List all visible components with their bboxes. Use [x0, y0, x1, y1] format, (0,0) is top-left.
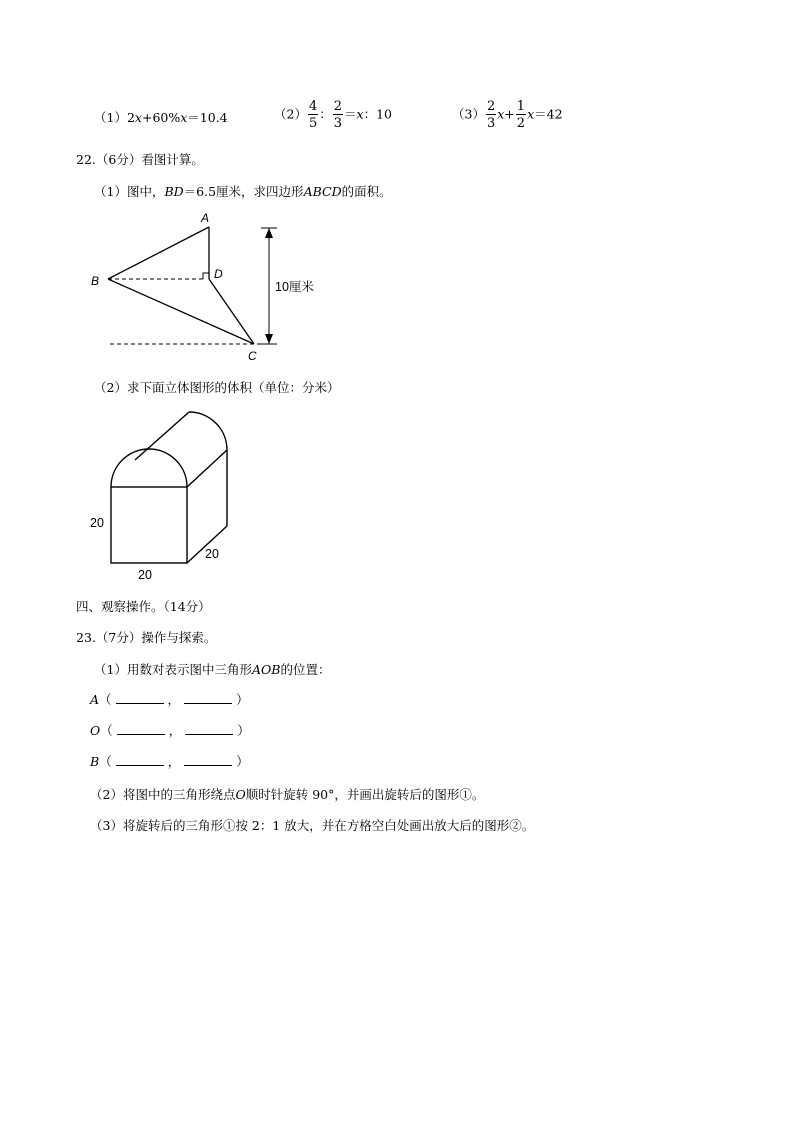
equation-number: （3）: [452, 106, 485, 122]
depth-length-label: 20: [205, 547, 219, 561]
fraction: $\frac{1}{2}$: [516, 99, 526, 131]
question-23-part-3: （3）将旋转后的三角形①按 2：1 放大，并在方格空白处画出放大后的图形②。: [90, 818, 535, 833]
question-23-part-1: （1）用数对表示图中三角形AOB的位置：: [94, 662, 331, 677]
right-angle-mark: [203, 273, 209, 279]
front-semicircle: [111, 449, 187, 487]
section-4-heading: 四、观察操作。（14分）: [76, 599, 211, 614]
height-label: 10厘米: [275, 280, 314, 294]
solid-figure: [80, 403, 260, 588]
vertex-label-d: D: [214, 267, 223, 281]
answer-blank[interactable]: [116, 753, 164, 766]
depth-edge-upper-right: [187, 450, 227, 487]
question-22-part-2: （2）求下面立体图形的体积（单位：分米）: [94, 380, 340, 395]
quadrilateral-abcd: ABCD: [303, 184, 342, 199]
question-22-heading: 22.（6分）看图计算。: [76, 152, 204, 167]
variable-x: x: [134, 110, 142, 125]
variable-x: x: [527, 106, 535, 122]
fraction: $\frac{4}{5}$: [308, 99, 318, 131]
answer-blank[interactable]: [184, 691, 232, 704]
segment-bd: BD: [164, 184, 184, 199]
point-label: O: [90, 723, 101, 738]
front-face: [111, 487, 187, 563]
equation-3: （3） $\frac{2}{3}$ x+ $\frac{1}{2}$ x＝42: [452, 99, 563, 131]
variable-x: x: [497, 106, 505, 122]
vertex-label-a: A: [201, 211, 210, 225]
variable-x: x: [180, 110, 188, 125]
equation-2: （2） $\frac{4}{5}$ ： $\frac{2}{3}$ ＝x：10: [274, 99, 393, 131]
arrowhead-down: [265, 334, 273, 344]
vertex-label-c: C: [248, 349, 257, 363]
coordinate-row-a: A（ ， ）: [90, 692, 249, 707]
variable-x: x: [356, 106, 364, 122]
vertex-label-b: B: [91, 274, 100, 288]
question-23-heading: 23.（7分）操作与探索。: [76, 630, 217, 645]
equation-number: （2）: [274, 106, 307, 122]
question-22-part-1: （1）图中，BD＝6.5厘米，求四边形ABCD的面积。: [94, 184, 392, 199]
equation-1: （1）2x+60%x＝10.4: [94, 110, 228, 125]
answer-blank[interactable]: [185, 722, 233, 735]
point-label: B: [90, 754, 100, 769]
fraction: $\frac{2}{3}$: [486, 99, 496, 131]
depth-edge-top: [135, 412, 189, 460]
coordinate-row-b: B（ ， ）: [90, 754, 249, 769]
question-23-part-2: （2）将图中的三角形绕点O顺时针旋转 90°，并画出旋转后的图形①。: [90, 787, 485, 802]
answer-blank[interactable]: [116, 691, 164, 704]
quadrilateral-figure: [80, 205, 320, 370]
point-o: O: [235, 787, 246, 802]
back-semicircle: [189, 412, 227, 450]
equation-number: （1）: [94, 110, 127, 125]
answer-blank[interactable]: [184, 753, 232, 766]
answer-blank[interactable]: [117, 722, 165, 735]
triangle-aob: AOB: [251, 662, 281, 677]
arrowhead-up: [265, 228, 273, 238]
coordinate-row-o: O（ ， ）: [90, 723, 250, 738]
point-label: A: [90, 692, 100, 707]
segment-ab: [108, 227, 209, 279]
bottom-length-label: 20: [138, 568, 152, 582]
fraction: $\frac{2}{3}$: [333, 99, 343, 131]
side-length-label: 20: [90, 516, 104, 530]
